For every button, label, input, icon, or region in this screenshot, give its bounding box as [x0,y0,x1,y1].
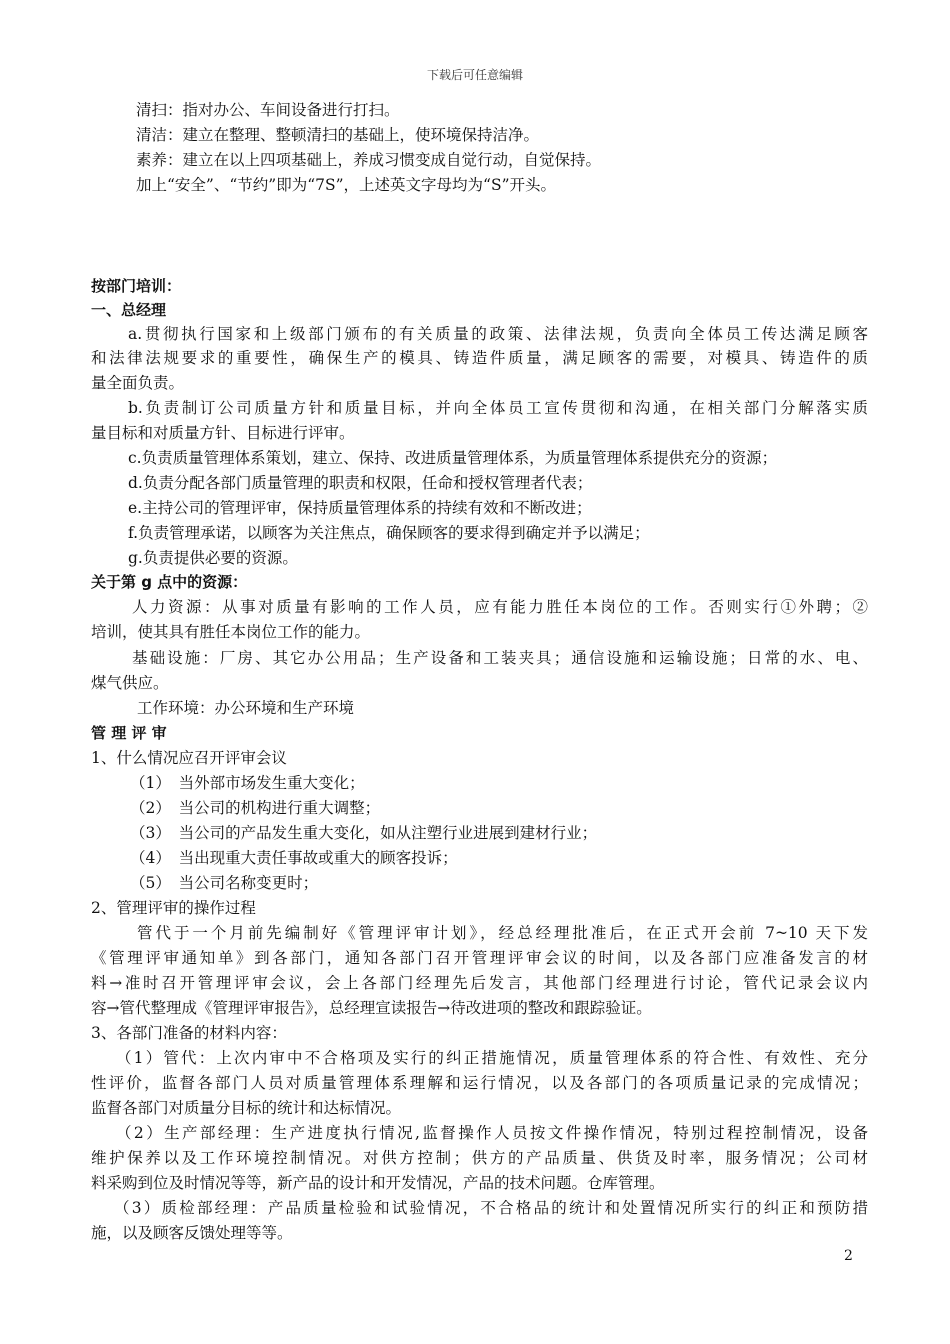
text-line: 管代于一个月前先编制好《管理评审计划》，经总经理批准后，在正式开会前 7~10 天下发 [137,924,868,942]
text-line: 清洁：建立在整理、整顿清扫的基础上，使环境保持洁净。 [136,126,540,144]
text-line: 容→管代整理成《管理评审报告》，总经理宣读报告→待改进项的整改和跟踪验证。 [91,999,652,1017]
text-line: 基础设施：厂房、其它办公用品；生产设备和工装夹具；通信设施和运输设施；日常的水、电、 [132,649,868,667]
list-item: （5） 当公司名称变更时； [130,874,319,892]
text-line: b.负责制订公司质量方针和质量目标，并向全体员工宣传贯彻和沟通，在相关部门分解落实质 [128,399,868,417]
section-heading: 按部门培训： [91,277,182,295]
text-line: g.负责提供必要的资源。 [128,549,298,567]
text-line: 培训，使其具有胜任本岗位工作的能力。 [91,623,371,641]
text-line: 监督各部门对质量分目标的统计和达标情况。 [91,1099,402,1117]
text-line: 人力资源：从事对质量有影响的工作人员，应有能力胜任本岗位的工作。否则实行①外聘；② [132,598,868,616]
text-line: c.负责质量管理体系策划，建立、保持、改进质量管理体系，为质量管理体系提供充分的资源； [128,449,778,467]
text-line: 料→准时召开管理评审会议，会上各部门经理先后发言，其他部门经理进行讨论，管代记录会议内 [91,974,868,992]
page-number: 2 [844,1248,853,1264]
text-line: 维护保养以及工作环境控制情况。对供方控制；供方的产品质量、供货及时率，服务情况；公司材 [91,1149,868,1167]
text-line: d.负责分配各部门质量管理的职责和权限，任命和授权管理者代表； [128,474,593,492]
text-line: 性评价，监督各部门人员对质量管理体系理解和运行情况，以及各部门的各项质量记录的完成情况； [91,1074,868,1092]
text-line: 煤气供应。 [91,674,169,692]
list-item: （3） 当公司的产品发生重大变化，如从注塑行业进展到建材行业； [130,824,598,842]
section-heading: 关于第 g 点中的资源： [91,573,248,591]
text-line: 加上“安全”、“节约”即为“7S”，上述英文字母均为“S”开头。 [136,176,556,194]
text-line: 量全面负责。 [91,374,185,392]
text-line: 施，以及顾客反馈处理等等。 [91,1224,293,1242]
list-item: （4） 当出现重大责任事故或重大的顾客投诉； [130,849,458,867]
text-line: 料采购到位及时情况等等，新产品的设计和开发情况，产品的技术问题。仓库管理。 [91,1174,665,1192]
text-line: （3）质检部经理：产品质量检验和试验情况，不合格品的统计和处置情况所实行的纠正和预防措 [114,1199,868,1217]
text-line: 和法律法规要求的重要性，确保生产的模具、铸造件质量，满足顾客的需要，对模具、铸造件的质 [91,349,868,367]
text-line: e.主持公司的管理评审，保持质量管理体系的持续有效和不断改进； [128,499,592,517]
text-line: （1）管代：上次内审中不合格项及实行的纠正措施情况，质量管理体系的符合性、有效性、充分 [116,1049,868,1067]
section-heading: 管 理 评 审 [91,724,167,742]
text-line: 《管理评审通知单》到各部门，通知各部门召开管理评审会议的时间，以及各部门应准备发言的材 [91,949,868,967]
list-item: （2） 当公司的机构进行重大调整； [130,799,381,817]
section-heading: 一、总经理 [91,301,167,319]
text-line: （2）生产部经理：生产进度执行情况,监督操作人员按文件操作情况，特别过程控制情况，设备 [116,1124,868,1142]
text-line: 清扫：指对办公、车间设备进行打扫。 [136,101,400,119]
list-item: （1） 当外部市场发生重大变化； [130,774,365,792]
text-line: 素养：建立在以上四项基础上，养成习惯变成自觉行动，自觉保持。 [136,151,602,169]
text-line: 工作环境：办公环境和生产环境 [137,699,355,717]
text-line: a.贯彻执行国家和上级部门颁布的有关质量的政策、法律法规，负责向全体员工传达满足顾客 [128,325,868,343]
text-line: 3、各部门准备的材料内容： [91,1024,287,1042]
page-header: 下载后可任意编辑 [426,68,523,82]
text-line: 1、什么情况应召开评审会议 [91,749,287,767]
text-line: 2、管理评审的操作过程 [91,899,256,917]
text-line: f.负责管理承诺，以顾客为关注焦点，确保顾客的要求得到确定并予以满足； [128,524,650,542]
text-line: 量目标和对质量方针、目标进行评审。 [91,424,355,442]
